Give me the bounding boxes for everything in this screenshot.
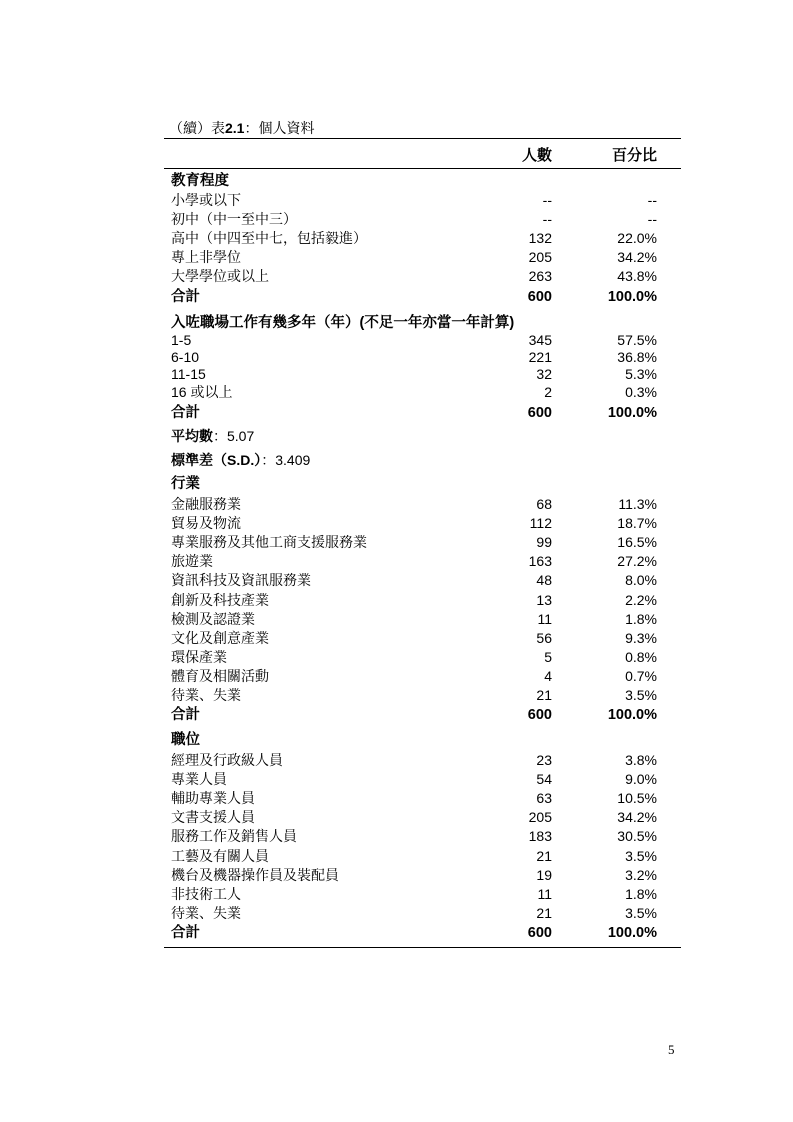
row-count: 2: [544, 384, 552, 400]
section-title-row: [0, 731, 793, 750]
row-percent: --: [647, 192, 657, 208]
row-percent: 57.5%: [617, 332, 657, 348]
row-percent: 3.8%: [625, 752, 657, 768]
table-row: [0, 229, 793, 248]
total-row: [0, 924, 793, 943]
total-percent: 100.0%: [607, 289, 657, 305]
stat-label: 標準差（S.D.）: [171, 452, 262, 468]
total-label: 合計: [171, 925, 200, 941]
row-percent: 2.2%: [625, 592, 657, 608]
row-percent: 30.5%: [617, 828, 657, 844]
table-row: [0, 885, 793, 904]
table-top-rule: [164, 138, 681, 139]
row-count: 32: [536, 366, 552, 382]
row-label: 非技術工人: [171, 886, 241, 902]
section-title: 入咗職場工作有幾多年（年）(不足一年亦當一年計算): [171, 315, 515, 331]
row-percent: 36.8%: [617, 349, 657, 365]
page-number: 5: [668, 1042, 675, 1057]
row-count: 221: [528, 349, 552, 365]
row-count: --: [542, 211, 552, 227]
row-percent: 9.0%: [625, 771, 657, 787]
row-label: 高中（中四至中七，包括毅進）: [171, 230, 367, 246]
row-percent: 0.8%: [625, 649, 657, 665]
row-percent: --: [647, 211, 657, 227]
table-row: [0, 552, 793, 571]
stat-row: [0, 427, 793, 446]
row-label: 檢測及認證業: [171, 611, 255, 627]
total-row: [0, 404, 793, 423]
row-count: 5: [544, 649, 552, 665]
table-row: [0, 789, 793, 808]
row-label: 環保產業: [171, 649, 227, 665]
row-count: 68: [536, 496, 552, 512]
total-percent: 100.0%: [607, 925, 657, 941]
row-label: 專上非學位: [171, 249, 241, 265]
row-count: 132: [528, 230, 552, 246]
row-label: 輔助專業人員: [171, 790, 255, 806]
stat-value: ：5.07: [213, 428, 255, 444]
table-row: [0, 248, 793, 267]
row-percent: 0.7%: [625, 668, 657, 684]
row-label: 11-15: [171, 366, 206, 382]
row-count: 99: [536, 534, 552, 550]
column-header-count: 人數: [521, 147, 552, 164]
table-row: [0, 866, 793, 885]
row-percent: 16.5%: [617, 534, 657, 550]
table-row: [0, 629, 793, 648]
section-title: 職位: [171, 732, 200, 748]
section-title-row: [0, 475, 793, 494]
total-percent: 100.0%: [607, 405, 657, 421]
row-percent: 34.2%: [617, 809, 657, 825]
table-row: [0, 667, 793, 686]
stat-label: 平均數: [171, 428, 213, 444]
table-row: [0, 267, 793, 286]
stat-row: [0, 451, 793, 470]
row-label: 工藝及有關人員: [171, 848, 269, 864]
row-label: 小學或以下: [171, 192, 241, 208]
stat-line: [171, 427, 254, 446]
row-percent: 11.3%: [618, 496, 657, 512]
total-label: 合計: [171, 405, 200, 421]
row-percent: 10.5%: [617, 790, 657, 806]
table-row: [0, 808, 793, 827]
row-count: 183: [528, 828, 552, 844]
caption-suffix: ：個人資料: [244, 120, 315, 136]
stat-line: [171, 451, 310, 470]
section-title-row: [0, 172, 793, 191]
section-title: 教育程度: [171, 173, 229, 189]
total-count: 600: [527, 925, 552, 941]
table-row: [0, 904, 793, 923]
row-label: 資訊科技及資訊服務業: [171, 572, 311, 588]
row-count: 23: [536, 752, 552, 768]
caption-number: 2.1: [225, 120, 245, 136]
table-row: [0, 571, 793, 590]
total-label: 合計: [171, 289, 200, 305]
row-count: 13: [536, 592, 552, 608]
row-label: 文書支援人員: [171, 809, 255, 825]
row-label: 文化及創意產業: [171, 630, 269, 646]
table-row: [0, 610, 793, 629]
row-count: 263: [528, 268, 552, 284]
row-count: 4: [544, 668, 552, 684]
total-label: 合計: [171, 707, 200, 723]
total-count: 600: [527, 289, 552, 305]
row-count: --: [542, 192, 552, 208]
row-count: 163: [528, 553, 552, 569]
row-count: 112: [529, 515, 552, 531]
row-label: 經理及行政級人員: [171, 752, 283, 768]
caption-prefix: （續）表: [169, 120, 225, 136]
table-row: [0, 365, 793, 384]
row-percent: 22.0%: [617, 230, 657, 246]
row-label: 專業服務及其他工商支援服務業: [171, 534, 367, 550]
row-count: 21: [536, 687, 552, 703]
row-count: 63: [536, 790, 552, 806]
row-label: 大學學位或以上: [171, 268, 269, 284]
row-count: 345: [528, 332, 552, 348]
row-count: 48: [536, 572, 552, 588]
row-label: 服務工作及銷售人員: [171, 828, 297, 844]
table-row: [0, 383, 793, 402]
total-count: 600: [527, 405, 552, 421]
total-row: [0, 706, 793, 725]
row-label: 機台及機器操作員及裝配員: [171, 867, 339, 883]
row-percent: 34.2%: [617, 249, 657, 265]
row-count: 11: [537, 886, 552, 902]
row-count: 21: [536, 905, 552, 921]
row-percent: 3.2%: [625, 867, 657, 883]
table-row: [0, 533, 793, 552]
table-row: [0, 648, 793, 667]
row-percent: 1.8%: [625, 611, 657, 627]
row-label: 待業、失業: [171, 905, 241, 921]
row-label: 金融服務業: [171, 496, 241, 512]
table-row: [0, 827, 793, 846]
row-percent: 3.5%: [625, 848, 657, 864]
row-percent: 18.7%: [617, 515, 657, 531]
row-count: 19: [536, 867, 552, 883]
row-count: 205: [528, 249, 552, 265]
row-label: 1-5: [171, 332, 192, 348]
row-label: 體育及相關活動: [171, 668, 269, 684]
table-row: [0, 495, 793, 514]
total-row: [0, 288, 793, 307]
row-label: 創新及科技產業: [171, 592, 269, 608]
row-percent: 27.2%: [617, 553, 657, 569]
table-row: [0, 210, 793, 229]
row-percent: 43.8%: [617, 268, 657, 284]
row-count: 21: [536, 848, 552, 864]
table-row: [0, 686, 793, 705]
row-percent: 3.5%: [625, 687, 657, 703]
total-count: 600: [527, 707, 552, 723]
table-caption: [169, 118, 314, 138]
section-title: 行業: [171, 476, 200, 492]
row-percent: 0.3%: [625, 384, 657, 400]
table-row: [0, 191, 793, 210]
row-count: 11: [537, 611, 552, 627]
stat-value: ：3.409: [261, 452, 311, 468]
row-percent: 9.3%: [625, 630, 657, 646]
table-row: [0, 770, 793, 789]
table-row: [0, 751, 793, 770]
row-percent: 3.5%: [625, 905, 657, 921]
table-header-rule: [164, 168, 681, 169]
row-percent: 5.3%: [625, 366, 657, 382]
row-count: 56: [536, 630, 552, 646]
row-label: 貿易及物流: [171, 515, 241, 531]
table-row: [0, 514, 793, 533]
table-row: [0, 847, 793, 866]
row-label: 專業人員: [171, 771, 227, 787]
row-count: 205: [528, 809, 552, 825]
row-percent: 8.0%: [625, 572, 657, 588]
column-header-percent: 百分比: [611, 147, 657, 164]
row-count: 54: [536, 771, 552, 787]
row-percent: 1.8%: [625, 886, 657, 902]
table-bottom-rule: [164, 947, 681, 948]
total-percent: 100.0%: [607, 707, 657, 723]
row-label: 待業、失業: [171, 687, 241, 703]
table-row: [0, 591, 793, 610]
row-label: 旅遊業: [171, 553, 213, 569]
row-label: 6-10: [171, 349, 200, 365]
row-label: 16 或以上: [171, 384, 233, 400]
row-label: 初中（中一至中三）: [171, 211, 297, 227]
